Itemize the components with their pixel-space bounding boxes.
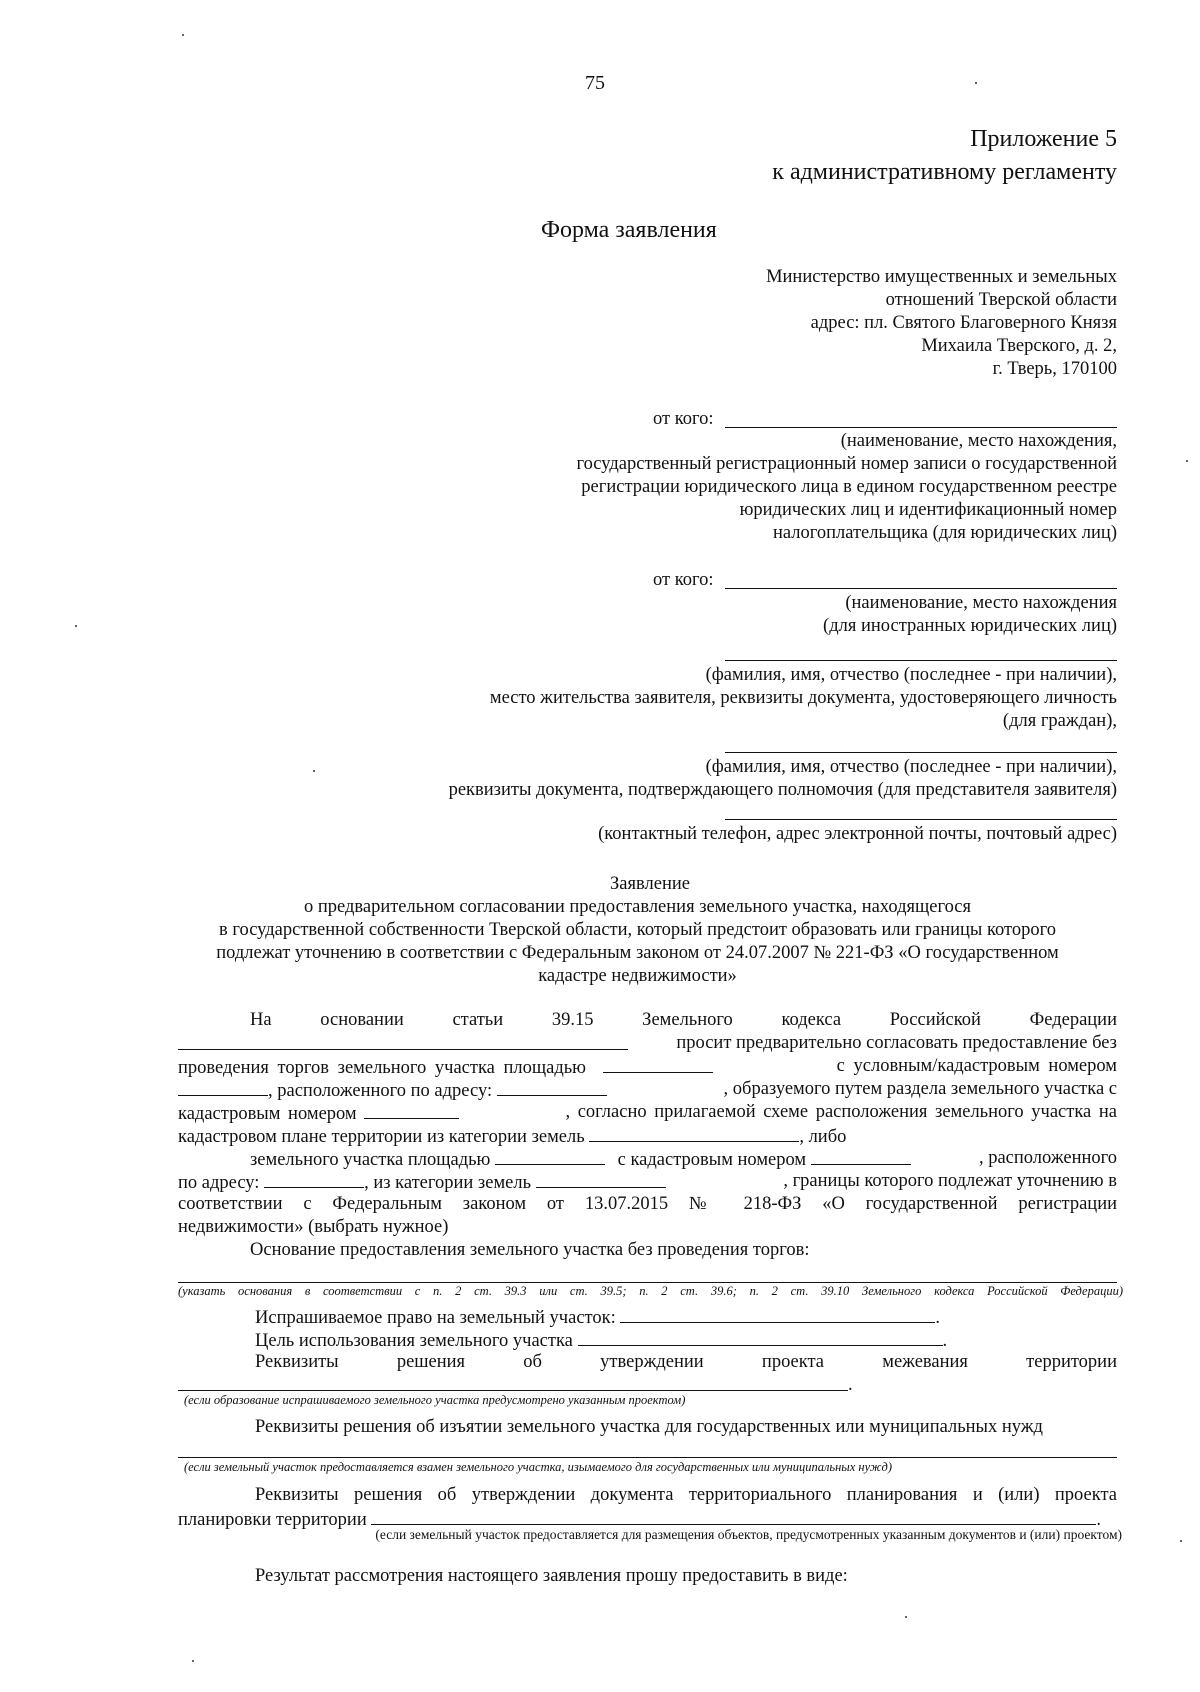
from-hint-line: регистрации юридического лица в едином государственном реестре <box>581 477 1117 497</box>
body-line <box>178 1055 1117 1080</box>
period: . <box>848 1375 853 1395</box>
right-field[interactable] <box>620 1305 935 1323</box>
applicant-field[interactable] <box>178 1032 628 1050</box>
planning-field[interactable] <box>371 1507 1096 1525</box>
basis-label: Основание предоставления земельного участка без проведения торгов: <box>250 1240 810 1260</box>
citizen-hint-line: место жительства заявителя, реквизиты документа, удостоверяющего личность <box>489 688 1117 708</box>
from-hint-line: (для иностранных юридических лиц) <box>823 616 1117 636</box>
area-field[interactable] <box>495 1147 605 1165</box>
survey-hint: (если образование испрашиваемого земельного участка предусмотрено указанным проектом) <box>184 1393 686 1407</box>
body-line: На основании статьи 39.15 Земельного кодекса Российской Федерации <box>250 1010 1117 1030</box>
body-text: , из категории земель <box>364 1173 532 1193</box>
from-label: от кого: <box>653 570 714 590</box>
from-hint-line: юридических лиц и идентификационный номер <box>739 500 1117 520</box>
scan-speck <box>975 82 977 84</box>
body-line <box>178 1032 1117 1057</box>
address-field[interactable] <box>264 1170 364 1188</box>
appendix-title: Приложение 5 <box>970 126 1117 152</box>
body-text: , либо <box>799 1127 847 1147</box>
planning-label: Реквизиты решения об утверждении документа территориального планирования и (или) проекта <box>255 1485 1117 1505</box>
seizure-hint: (если земельный участок предоставляется взамен земельного участка, изымаемого для государственных или муниципальных нужд) <box>184 1460 892 1474</box>
survey-field[interactable] <box>178 1390 848 1391</box>
statement-line: о предварительном согласовании предоставления земельного участка, находящегося <box>303 897 972 917</box>
scan-speck <box>905 1616 907 1618</box>
statement-line: кадастре недвижимости» <box>538 966 737 986</box>
seizure-label: Реквизиты решения об изъятии земельного участка для государственных или муниципальных нужд <box>255 1417 1043 1437</box>
citizen-hint-line: (для граждан), <box>1002 711 1117 731</box>
scan-speck <box>182 34 184 36</box>
seizure-field[interactable] <box>178 1457 1117 1458</box>
page-number: 75 <box>585 72 605 94</box>
right-row: Испрашиваемое право на земельный участок: . <box>255 1305 940 1330</box>
survey-label: Реквизиты решения об утверждении проекта межевания территории <box>255 1352 1117 1372</box>
body-line: соответствии с Федеральным законом от 13.07.2015 № 218-ФЗ «О государственной регистрации <box>178 1194 1117 1214</box>
addressee-line: Михаила Тверского, д. 2, <box>921 336 1117 356</box>
body-text: по адресу: <box>178 1173 260 1193</box>
body-line <box>178 1078 1117 1103</box>
body-text: кадастровом плане территории из категории земель <box>178 1127 585 1147</box>
body-line <box>178 1170 1117 1195</box>
purpose-label: Цель использования земельного участка <box>255 1331 573 1351</box>
body-text: , образуемого путем раздела земельного участка с <box>723 1079 1117 1099</box>
body-text: , согласно прилагаемой схеме расположения земельного участка на <box>565 1102 1117 1122</box>
planning-row: планировки территории . <box>178 1507 1101 1532</box>
body-text: , границы которого подлежат уточнению в <box>783 1171 1117 1191</box>
planning-label: планировки территории <box>178 1510 367 1530</box>
address-field[interactable] <box>497 1078 607 1096</box>
scan-speck <box>1180 1540 1182 1542</box>
from-hint-line: налогоплательщика (для юридических лиц) <box>772 523 1117 543</box>
appendix-subtitle: к административному регламенту <box>772 159 1117 185</box>
right-label: Испрашиваемое право на земельный участок: <box>255 1308 616 1328</box>
addressee-line: отношений Тверской области <box>885 290 1117 310</box>
result-label: Результат рассмотрения настоящего заявления прошу предоставить в виде: <box>255 1566 848 1586</box>
body-text: земельного участка площадью <box>250 1150 491 1170</box>
addressee-line: г. Тверь, 170100 <box>992 359 1117 379</box>
representative-hint-line: (фамилия, имя, отчество (последнее - при наличии), <box>705 757 1117 777</box>
form-title: Форма заявления <box>541 217 717 243</box>
body-text: проведения торгов земельного участка площадью <box>178 1058 587 1078</box>
body-text: , расположенного <box>978 1148 1117 1168</box>
scan-speck <box>75 625 77 627</box>
planning-hint: (если земельный участок предоставляется для размещения объектов, предусмотренных указанным документов и (или) проектом) <box>375 1527 1122 1542</box>
purpose-field[interactable] <box>578 1328 943 1346</box>
citizen-hint-line: (фамилия, имя, отчество (последнее - при наличии), <box>705 665 1117 685</box>
from-field[interactable] <box>725 427 1117 428</box>
statement-line: подлежат уточнению в соответствии с Федеральным законом от 24.07.2007 № 221-ФЗ «О государственном <box>216 943 1059 963</box>
number-field[interactable] <box>178 1078 268 1096</box>
land-category-field[interactable] <box>589 1124 799 1142</box>
statement-title: Заявление <box>610 874 690 894</box>
body-text: с кадастровым номером <box>617 1150 807 1170</box>
from-field[interactable] <box>725 588 1117 589</box>
representative-field[interactable] <box>725 752 1117 753</box>
from-hint-line: государственный регистрационный номер записи о государственной <box>576 454 1117 474</box>
cadastral-number-field[interactable] <box>364 1101 459 1119</box>
scan-speck <box>192 1660 194 1662</box>
representative-hint-line: реквизиты документа, подтверждающего полномочия (для представителя заявителя) <box>448 780 1117 800</box>
body-line: недвижимости» (выбрать нужное) <box>178 1217 449 1237</box>
addressee-line: адрес: пл. Святого Благоверного Князя <box>810 313 1117 333</box>
scan-speck <box>313 770 315 772</box>
land-category-field[interactable] <box>536 1170 666 1188</box>
addressee-line: Министерство имущественных и земельных <box>766 267 1117 287</box>
body-text: с условным/кадастровым номером <box>836 1056 1117 1076</box>
cadastral-number-field[interactable] <box>811 1147 911 1165</box>
contact-hint: (контактный телефон, адрес электронной почты, почтовый адрес) <box>598 824 1117 844</box>
basis-hint: (указать основания в соответствии с п. 2 ст. 39.3 или ст. 39.5; п. 2 ст. 39.6; п. 2 ст. 39.10 Земельного кодекса Российской Федерации) <box>178 1284 1123 1298</box>
statement-line: в государственной собственности Тверской области, который предстоит образовать или границы которого <box>219 920 1056 940</box>
basis-field[interactable] <box>178 1282 1117 1283</box>
body-line <box>250 1147 1117 1172</box>
citizen-field[interactable] <box>725 660 1117 661</box>
area-field[interactable] <box>603 1055 713 1073</box>
purpose-row: Цель использования земельного участка . <box>255 1328 947 1353</box>
body-line <box>178 1101 1117 1126</box>
body-text: просит предварительно согласовать предоставление без <box>676 1033 1117 1053</box>
from-hint-line: (наименование, место нахождения <box>845 593 1117 613</box>
from-label: от кого: <box>653 409 714 429</box>
body-line <box>178 1124 846 1149</box>
body-text: , расположенного по адресу: <box>268 1081 493 1101</box>
scan-speck <box>1186 460 1188 462</box>
from-hint-line: (наименование, место нахождения, <box>840 431 1117 451</box>
body-text: кадастровым номером <box>178 1104 357 1124</box>
contact-field[interactable] <box>725 819 1117 820</box>
